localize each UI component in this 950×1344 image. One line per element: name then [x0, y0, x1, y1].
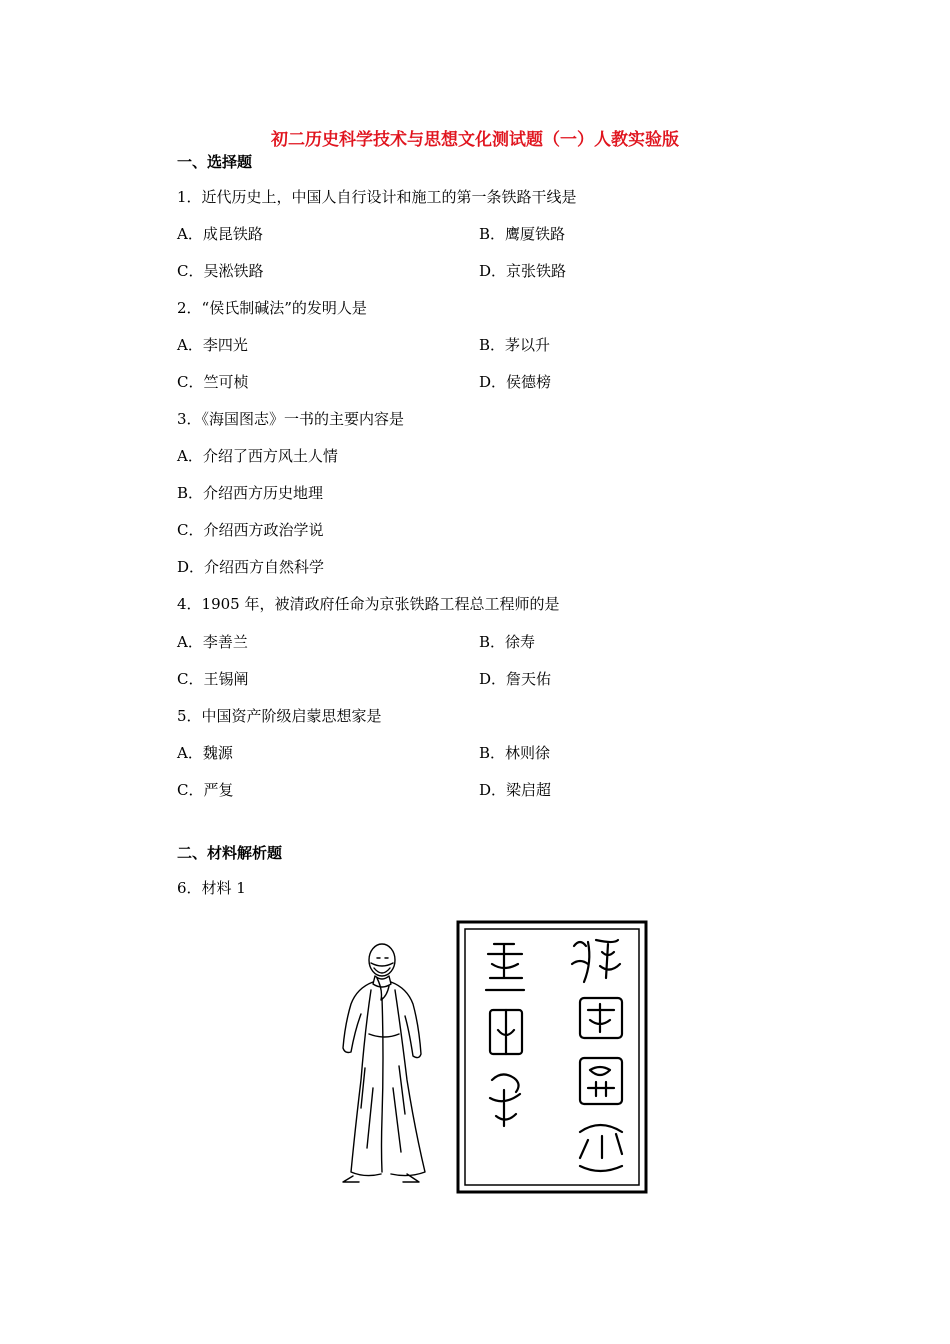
question-1-option-c: C．吴淞铁路	[177, 262, 264, 280]
question-4-stem: 4．1905 年，被清政府任命为京张铁路工程总工程师的是	[177, 595, 560, 613]
question-3-option-a: A．介绍了西方风土人情	[177, 447, 338, 465]
portrait-illustration	[325, 938, 440, 1188]
question-5-option-c: C．严复	[177, 781, 234, 799]
section-heading-choice: 一、选择题	[177, 153, 253, 171]
question-1-stem: 1．近代历史上，中国人自行设计和施工的第一条铁路干线是	[177, 188, 577, 206]
question-5-stem: 5．中国资产阶级启蒙思想家是	[177, 707, 382, 725]
question-3-option-c: C．介绍西方政治学说	[177, 521, 324, 539]
question-2-option-b: B．茅以升	[479, 336, 551, 354]
question-4-option-c: C．王锡阐	[177, 670, 249, 688]
question-1-option-a: A．成昆铁路	[177, 225, 263, 243]
question-1-option-b: B．鹰厦铁路	[479, 225, 566, 243]
question-5-option-a: A．魏源	[177, 744, 233, 762]
section-heading-material: 二、材料解析题	[177, 844, 283, 862]
book-cover-illustration	[456, 920, 648, 1194]
question-2-option-d: D．侯德榜	[479, 373, 552, 391]
question-5-option-d: D．梁启超	[479, 781, 552, 799]
question-6-stem: 6．材料 1	[177, 879, 246, 897]
question-2-option-c: C．竺可桢	[177, 373, 249, 391]
question-5-option-b: B．林则徐	[479, 744, 551, 762]
question-2-option-a: A．李四光	[177, 336, 248, 354]
question-2-stem: 2．“侯氏制碱法”的发明人是	[177, 299, 367, 317]
question-3-option-b: B．介绍西方历史地理	[177, 484, 324, 502]
question-4-option-a: A．李善兰	[177, 633, 248, 651]
question-4-option-b: B．徐寿	[479, 633, 536, 651]
document-title: 初二历史科学技术与思想文化测试题（一）人教实验版	[271, 130, 679, 150]
question-3-option-d: D．介绍西方自然科学	[177, 558, 325, 576]
question-1-option-d: D．京张铁路	[479, 262, 567, 280]
question-4-option-d: D．詹天佑	[479, 670, 552, 688]
question-3-stem: 3．《海国图志》一书的主要内容是	[177, 410, 405, 428]
